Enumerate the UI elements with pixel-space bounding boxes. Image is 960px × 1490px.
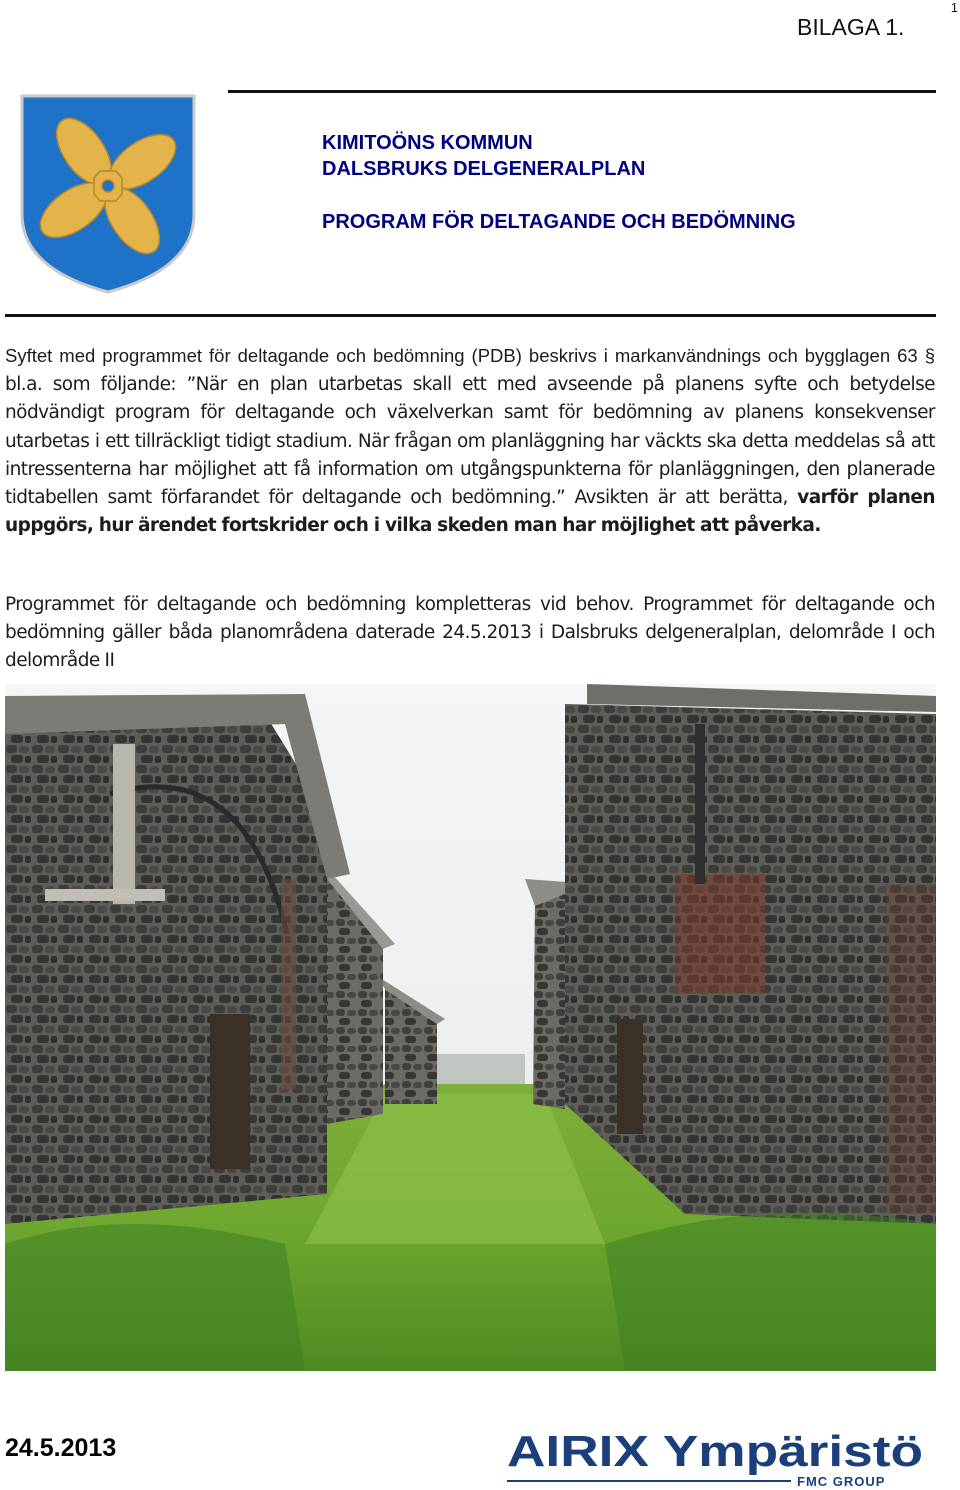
page-number: 1	[950, 0, 958, 15]
svg-text:AIRIX Ympäristö: AIRIX Ympäristö	[507, 1427, 923, 1476]
emphasis-text: varför planen uppgörs, hur ärendet fortskrider och i vilka skeden man har möjlighet att påverka.	[5, 487, 936, 537]
stone-barns-photo	[5, 684, 936, 1371]
section-divider	[5, 314, 936, 317]
appendix-label: BILAGA 1.	[797, 14, 905, 40]
purpose-intro: Syftet med programmet för deltagande och bedömning (PDB) beskrivs i markanvändnings och bygglagen 63 §	[5, 345, 935, 366]
header-divider	[228, 90, 936, 93]
law-quote: bl.a. som följande: ”När en plan utarbetas skall ett med avseende på planens syfte och betydelse nödvändigt program för deltagande och växelverkan samt för bedömning av planens konsekvenser utarbetas i ett tillräckligt tidigt stadium. När frågan om planläggning har väckts ska detta meddelas så att intressenterna har möjlighet att få information om utgångspunkterna för planläggningen, den planerade tidtabellen samt förfarandet för deltagande och bedömning.” Avsikten är att berätta,	[5, 374, 935, 509]
svg-text:FMC GROUP: FMC GROUP	[797, 1474, 886, 1489]
purpose-paragraph	[5, 342, 935, 540]
document-date: 24.5.2013	[5, 1434, 117, 1462]
supplement-paragraph: Programmet för deltagande och bedömning kompletteras vid behov. Programmet för deltagande och bedömning gäller båda planområdena daterade 24.5.2013 i Dalsbruks delgeneralplan, delområde I och delområde II	[5, 594, 935, 672]
program-title-heading: PROGRAM FÖR DELTAGANDE OCH BEDÖMNING	[322, 211, 796, 233]
plan-name-heading: DALSBRUKS DELGENERALPLAN	[322, 158, 646, 180]
coat-of-arms-icon	[20, 94, 196, 294]
airix-logo-icon	[505, 1425, 930, 1489]
municipality-heading: KIMITOÖNS KOMMUN	[322, 132, 533, 154]
